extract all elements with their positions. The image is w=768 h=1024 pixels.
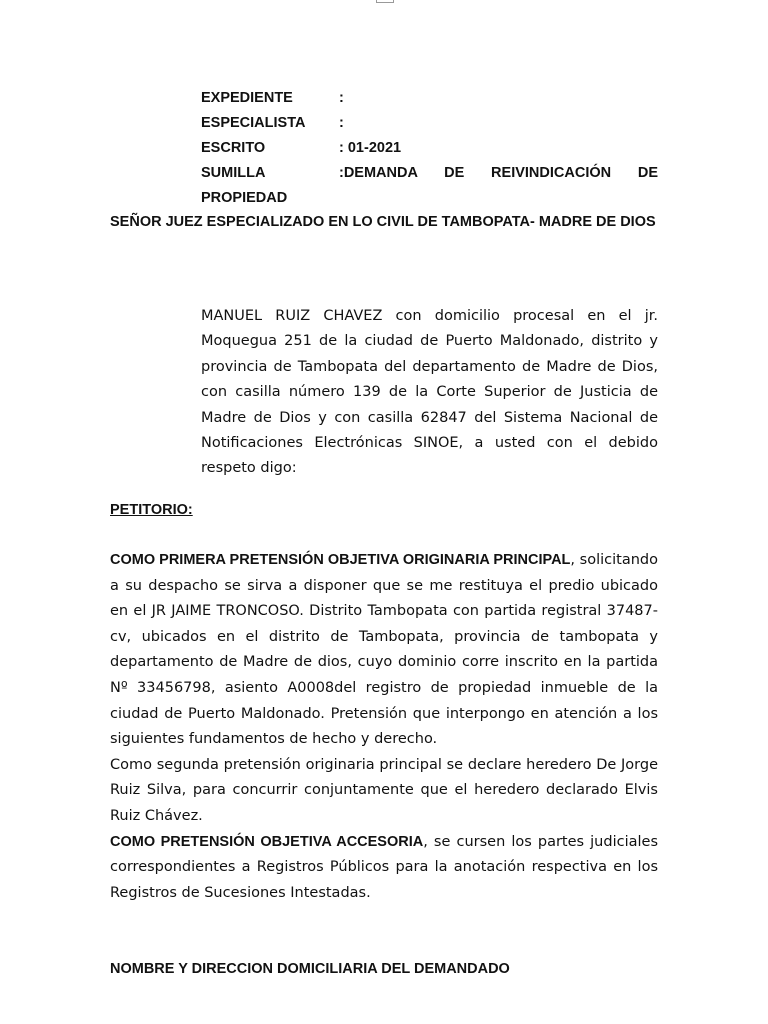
case-header	[201, 85, 658, 210]
sumilla-value-continued: PROPIEDAD	[201, 189, 288, 206]
claims-section	[110, 548, 658, 906]
accessory-claim-text: , se cursen los partes judiciales correspondientes a Registros Públicos para la anotación respectiva en los Registros de Sucesiones Intestadas.	[110, 833, 658, 901]
expediente-label: EXPEDIENTE	[201, 89, 293, 106]
first-claim-text: , solicitando a su despacho se sirva a disponer que se me restituya el predio ubicado en el JR JAIME TRONCOSO. Distrito Tambopata con partida registral 37487-cv, ubicados en el distrito de Tambopata, provincia de tambopata y departamento de Madre de dios, cuyo dominio corre inscrito en la partida Nº 33456798, asiento A0008del registro de propiedad inmueble de la ciudad de Puerto Maldonado. Pretensión que interpongo en atención a los siguientes fundamentos de hecho y derecho.	[110, 552, 658, 748]
expediente-value: :	[339, 89, 344, 106]
first-claim-paragraph	[110, 548, 658, 753]
sumilla-row	[201, 160, 658, 185]
escrito-row	[201, 135, 658, 160]
sumilla-value: :DEMANDA DE REIVINDICACIÓN DE	[339, 164, 658, 181]
intro-paragraph: MANUEL RUIZ CHAVEZ con domicilio procesal en el jr. Moquegua 251 de la ciudad de Puerto Maldonado, distrito y provincia de Tambopata del departamento de Madre de Dios, con casilla número 139 de la Corte Superior de Justicia de Madre de Dios y con casilla 62847 del Sistema Nacional de Notificaciones Electrónicas SINOE, a usted con el debido respeto digo:	[201, 308, 658, 477]
petitorio-heading: PETITORIO:	[110, 502, 193, 518]
especialista-label: ESPECIALISTA	[201, 114, 306, 131]
addressee-heading: SEÑOR JUEZ ESPECIALIZADO EN LO CIVIL DE TAMBOPATA- MADRE DE DIOS	[110, 214, 656, 230]
sumilla-label: SUMILLA	[201, 164, 266, 181]
accessory-claim-paragraph	[110, 830, 658, 907]
especialista-value: :	[339, 114, 344, 131]
first-claim-lead: COMO PRIMERA PRETENSIÓN OBJETIVA ORIGINARIA PRINCIPAL	[110, 552, 571, 568]
expediente-row	[201, 85, 658, 110]
especialista-row	[201, 110, 658, 135]
page-top-mark	[376, 0, 394, 3]
second-claim-paragraph: Como segunda pretensión originaria principal se declare heredero De Jorge Ruiz Silva, para concurrir conjuntamente que el heredero declarado Elvis Ruiz Chávez.	[110, 756, 658, 824]
escrito-value: : 01-2021	[339, 139, 402, 156]
escrito-label: ESCRITO	[201, 139, 266, 156]
accessory-claim-lead: COMO PRETENSIÓN OBJETIVA ACCESORIA	[110, 833, 424, 850]
defendant-heading: NOMBRE Y DIRECCION DOMICILIARIA DEL DEMANDADO	[110, 961, 510, 977]
